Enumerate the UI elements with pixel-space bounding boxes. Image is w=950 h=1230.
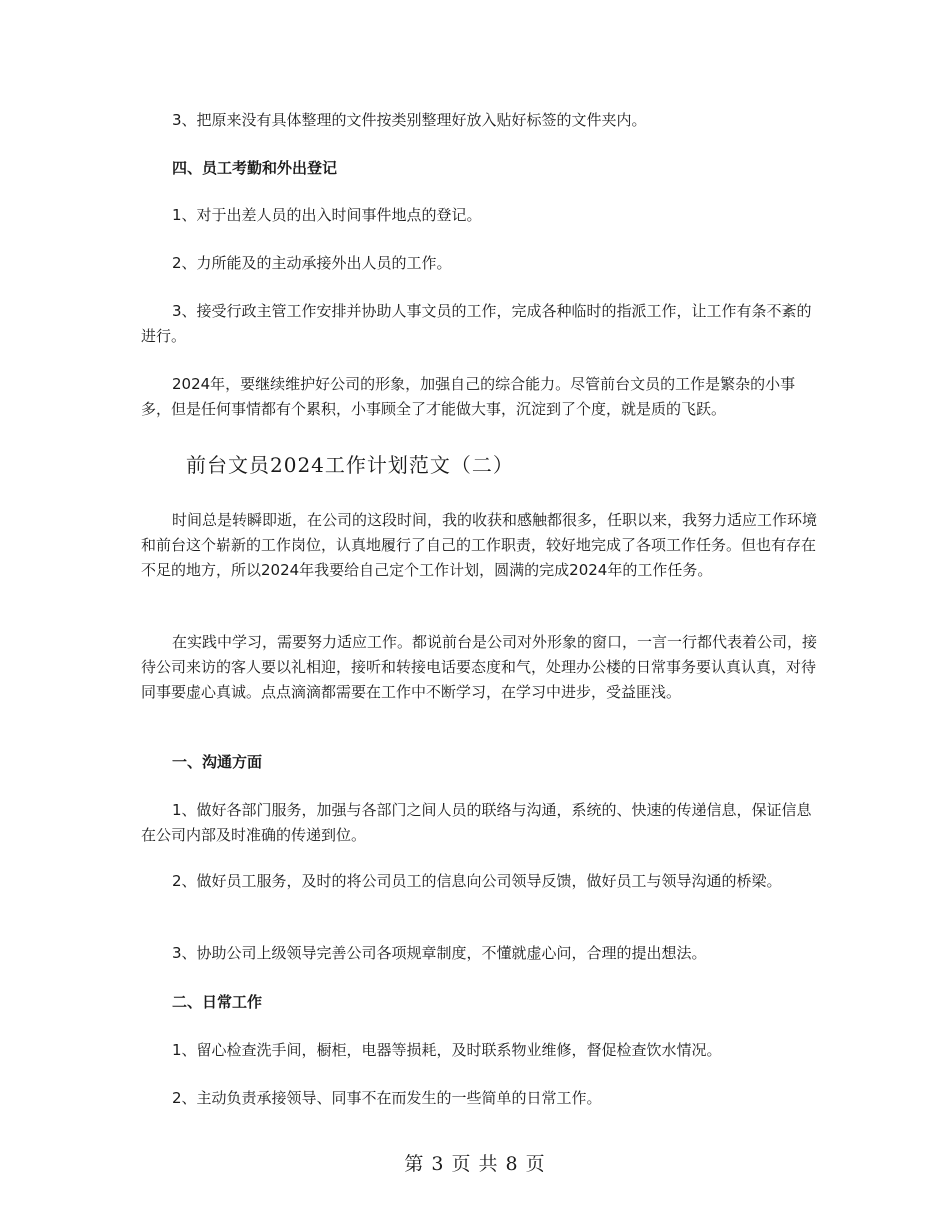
page-number-footer: 第 3 页 共 8 页: [404, 1153, 546, 1175]
section-heading: 二、日常工作: [172, 993, 263, 1011]
paragraph: 3、把原来没有具体整理的文件按类别整理好放入贴好标签的文件夹内。: [172, 111, 647, 129]
paragraph: 2、做好员工服务，及时的将公司员工的信息向公司领导反馈，做好员工与领导沟通的桥梁。: [172, 872, 782, 890]
section-heading: 四、员工考勤和外出登记: [172, 159, 338, 177]
paragraph: 2、力所能及的主动承接外出人员的工作。: [172, 254, 452, 272]
section-title: 前台文员2024工作计划范文（二）: [186, 453, 514, 477]
paragraph: 3、协助公司上级领导完善公司各项规章制度，不懂就虚心问，合理的提出想法。: [172, 944, 707, 962]
paragraph: 时间总是转瞬即逝，在公司的这段时间，我的收获和感触都很多，任职以来，我努力适应工作环境和前台这个崭新的工作岗位，认真地履行了自己的工作职责，较好地完成了各项工作任务。但也有存在不足的地方，所以2024年我要给自己定个工作计划，圆满的完成2024年的工作任务。: [141, 511, 818, 579]
paragraph: 1、对于出差人员的出入时间事件地点的登记。: [172, 206, 482, 224]
section-heading: 一、沟通方面: [172, 753, 263, 771]
paragraph: 2、主动负责承接领导、同事不在而发生的一些简单的日常工作。: [172, 1089, 602, 1107]
paragraph: 在实践中学习，需要努力适应工作。都说前台是公司对外形象的窗口，一言一行都代表着公司，接待公司来访的客人要以礼相迎，接听和转接电话要态度和气，处理办公楼的日常事务要认真认真，对待同事要虚心真诚。点点滴滴都需要在工作中不断学习，在学习中进步，受益匪浅。: [141, 633, 818, 701]
paragraph: 1、做好各部门服务，加强与各部门之间人员的联络与沟通，系统的、快速的传递信息，保证信息在公司内部及时准确的传递到位。: [141, 801, 812, 844]
paragraph: 2024年，要继续维护好公司的形象，加强自己的综合能力。尽管前台文员的工作是繁杂的小事多，但是任何事情都有个累积，小事顾全了才能做大事，沉淀到了个度，就是质的飞跃。: [141, 375, 796, 418]
paragraph: 1、留心检查洗手间，橱柜，电器等损耗，及时联系物业维修，督促检查饮水情况。: [172, 1041, 722, 1059]
paragraph: 3、接受行政主管工作安排并协助人事文员的工作，完成各种临时的指派工作，让工作有条不紊的进行。: [141, 302, 812, 345]
